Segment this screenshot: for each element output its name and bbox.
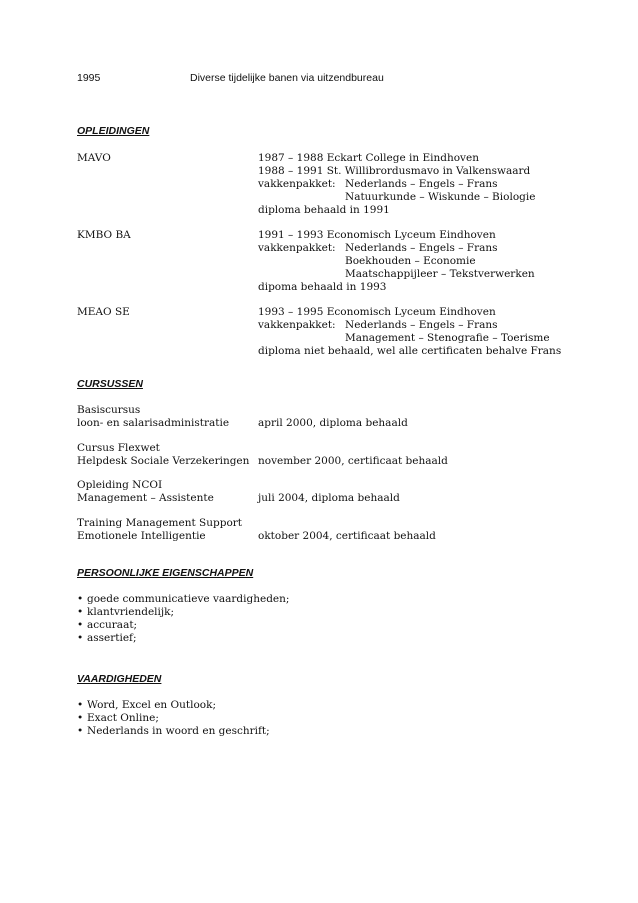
bullet-icon: • bbox=[77, 699, 84, 711]
course-result: april 2000, diploma behaald bbox=[258, 417, 408, 429]
education-result: diploma niet behaald, wel alle certificaten behalve Frans bbox=[258, 345, 562, 357]
education-name: MAVO bbox=[77, 152, 111, 164]
vakken-line: Nederlands – Engels – Frans bbox=[345, 319, 498, 331]
course-title: Opleiding NCOI bbox=[77, 479, 163, 491]
section-heading-eigenschappen: PERSOONLIJKE EIGENSCHAPPEN bbox=[77, 567, 254, 579]
vakken-line: Management – Stenografie – Toerisme bbox=[345, 332, 550, 344]
bullet-icon: • bbox=[77, 632, 84, 644]
course-subtitle: loon- en salarisadministratie bbox=[77, 417, 230, 429]
list-item: • accuraat; bbox=[77, 619, 138, 631]
bullet-icon: • bbox=[77, 606, 84, 618]
eigenschappen-list bbox=[77, 593, 289, 645]
section-heading-cursussen: CURSUSSEN bbox=[77, 378, 143, 390]
education-line: 1987 – 1988 Eckart College in Eindhoven bbox=[258, 152, 479, 164]
work-description: Diverse tijdelijke banen via uitzendbureau bbox=[190, 72, 384, 84]
education-result: diploma behaald in 1991 bbox=[258, 204, 390, 216]
list-item: • goede communicatieve vaardigheden; bbox=[77, 593, 290, 605]
education-line: 1988 – 1991 St. Willibrordusmavo in Valkenswaard bbox=[258, 165, 531, 177]
course-result: november 2000, certificaat behaald bbox=[258, 455, 448, 467]
education-name: MEAO SE bbox=[77, 306, 130, 318]
section-heading-opleidingen: OPLEIDINGEN bbox=[77, 125, 150, 137]
course-result: juli 2004, diploma behaald bbox=[258, 492, 400, 504]
education-name: KMBO BA bbox=[77, 229, 131, 241]
vakken-label: vakkenpakket: bbox=[258, 178, 336, 190]
course-subtitle: Management – Assistente bbox=[77, 492, 214, 504]
list-item: • Exact Online; bbox=[77, 712, 159, 724]
vakken-line: Natuurkunde – Wiskunde – Biologie bbox=[345, 191, 536, 203]
course-title: Training Management Support bbox=[77, 517, 243, 529]
work-year: 1995 bbox=[77, 72, 101, 84]
list-item: • Word, Excel en Outlook; bbox=[77, 699, 216, 711]
bullet-icon: • bbox=[77, 619, 84, 631]
education-line: 1993 – 1995 Economisch Lyceum Eindhoven bbox=[258, 306, 496, 318]
course-result: oktober 2004, certificaat behaald bbox=[258, 530, 436, 542]
list-item: • Nederlands in woord en geschrift; bbox=[77, 725, 270, 737]
vaardigheden-list bbox=[77, 699, 270, 738]
course-subtitle: Emotionele Intelligentie bbox=[77, 530, 206, 542]
vakken-label: vakkenpakket: bbox=[258, 242, 336, 254]
course-title: Basiscursus bbox=[77, 404, 141, 416]
vakken-line: Maatschappijleer – Tekstverwerken bbox=[345, 268, 535, 280]
list-item: • klantvriendelijk; bbox=[77, 606, 175, 618]
vakken-line: Nederlands – Engels – Frans bbox=[345, 178, 498, 190]
bullet-icon: • bbox=[77, 725, 84, 737]
bullet-icon: • bbox=[77, 712, 84, 724]
vakken-label: vakkenpakket: bbox=[258, 319, 336, 331]
bullet-icon: • bbox=[77, 593, 84, 605]
course-title: Cursus Flexwet bbox=[77, 442, 160, 454]
education-line: 1991 – 1993 Economisch Lyceum Eindhoven bbox=[258, 229, 496, 241]
vakken-line: Boekhouden – Economie bbox=[345, 255, 476, 267]
course-subtitle: Helpdesk Sociale Verzekeringen bbox=[77, 455, 250, 467]
vakken-line: Nederlands – Engels – Frans bbox=[345, 242, 498, 254]
section-heading-vaardigheden: VAARDIGHEDEN bbox=[77, 673, 162, 685]
education-result: dipoma behaald in 1993 bbox=[258, 281, 387, 293]
list-item: • assertief; bbox=[77, 632, 137, 644]
